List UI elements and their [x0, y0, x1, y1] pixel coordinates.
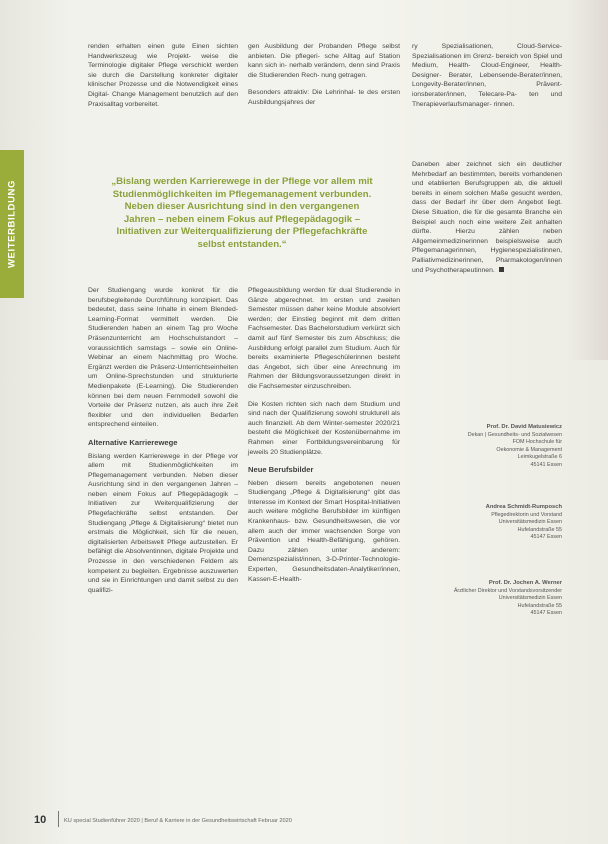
- author-line: 45147 Essen: [530, 610, 562, 617]
- author-line: Pflegedirektorin und Vorstand: [491, 511, 562, 518]
- paragraph: Pflegeausbildung werden für dual Studierende in Gänze abgerechnet. Im ersten und zweiten Semester müssen daher keine Module absolviert werden; der Einstieg beginnt mit dem dritten Fachsemester. Das Bachelorstudium verkürzt sich damit auf fünf Semester bis zum Abschluss; die Ausbildung erfolgt parallel zum Studium. Auch für bereits examinierte Pflegeschülerinnen besteht das Angebot, sich über eine Anrechnung im Rahmen der Bildungsvoraussetzungen direkt in die Fachsemester einzuschreiben.: [248, 287, 400, 390]
- body-column-1: [88, 286, 238, 603]
- author-contact-3: [426, 580, 562, 618]
- paragraph: renden erhalten einen gute Einen sichten Handwerkszeug wie Projekt- weise die Terminologie digitaler Pflege verschickt werden sie durch die Darstellung konkreter digitaler klinischer Prozesse und die Notwendigkeit eines Digital- Change Management benutzlich auf den Praxisalltag vorbereitet.: [88, 43, 238, 108]
- article-end-mark: [499, 267, 504, 272]
- paragraph: Neben diesem bereits angebotenen neuen Studiengang „Pflege & Digitalisierung“ gibt das Interesse im Kontext der Smart Hospital-Initiativen auch weitere mögliche Berufsbilder im künftigen Krankenhaus- bzw. Gesundheitswesen, die vor allem auch der immer wachsenden Sorge von Prävention und Health-Befähigung, gehören. Dazu zählen unter anderem: Demenzspezialist/innen, 3-D-Printer-Technologie-Experten, Gesundheitsdaten-Analytiker/innen, Kassen-E-Health-: [248, 479, 400, 583]
- top-column-2: [248, 42, 400, 116]
- author-line: 45141 Essen: [530, 461, 562, 468]
- paragraph: Die Kosten richten sich nach dem Studium und sind nach der Qualifizierung sowohl strukturell als auch finanziell. Ab dem Winter-semester 2020/21 besteht die Möglichkeit der Kostenübernahme im Rahmen einer Fortbildungsvereinbarung für jeweils 20 Studienplätze.: [248, 400, 400, 456]
- paragraph: Der Studiengang wurde konkret für die berufsbegleitende Durchführung konzipiert. Das bedeutet, dass seine Inhalte in einem Blended-Learning-Format vermittelt werden. Die Studierenden haben an einem Tag pro Woche Präsenzunterricht am Hochschulstandort – voraussichtlich samstags – sowie ein Online-Webinar an einem Nachmittag pro Woche. Ergänzt werden die Präsenz-Unterrichtseinheiten um Online-Sprechstunden und strukturierte Medienpakete (E-Learning). Die Studierenden können bei dem neuen Fernmodell sowohl die Vorteile der Präsenz nutzen, als auch ihre Zeit flexibler und den individuellen Bedarfen entsprechend einteilen.: [88, 287, 238, 429]
- author-line: 45147 Essen: [530, 534, 562, 541]
- author-name: Prof. Dr. David Matusiewicz: [486, 424, 562, 430]
- right-column-body: [412, 160, 562, 283]
- author-line: Universitätsmedizin Essen: [498, 519, 562, 526]
- paragraph: [412, 160, 562, 275]
- author-line: Oekonomie & Management: [496, 446, 562, 453]
- subheading-alternative-careers: Alternative Karrierewege: [88, 437, 178, 447]
- pull-quote: „Bislang werden Karrierewege in der Pflege vor allem mit Studienmöglichkeiten im Pflegemanagement verbunden. Neben dieser Ausrichtung sind in den vergangenen Jahren – neben einem Fokus auf Pflegepädagogik – Initiativen zur Weiterqualifizierung der Pflegefachkräfte selbst entstanden.“: [111, 176, 373, 250]
- section-tab-label: WEITERBILDUNG: [6, 179, 18, 269]
- body-column-2: [248, 286, 400, 592]
- author-contact-2: [426, 504, 562, 542]
- author-line: Universitätsmedizin Essen: [498, 595, 562, 602]
- author-line: Dekan | Gesundheits- und Sozialwesen: [467, 431, 562, 438]
- author-line: FOM Hochschule für: [512, 439, 562, 446]
- page-edge-shadow: [568, 0, 608, 360]
- footer-divider: [58, 811, 59, 827]
- paragraph: gen Ausbildung der Probanden Pflege selbst anbieten. Die pflegeri- sche Alltag auf Station kann sich in- nerhalb verändern, denn sind Praxis die Studierenden Rech- nung getragen.: [248, 43, 400, 79]
- footer-publication-line: KU special Studienführer 2020 | Beruf & Karriere in der Gesundheitswirtschaft Februar 2020: [64, 818, 292, 824]
- paragraph: Bislang werden Karrierewege in der Pflege vor allem mit Studienmöglichkeiten im Pflegemanagement verbunden. Neben dieser Ausrichtung sind in den vergangenen Jahren – neben einem Fokus auf Pflegepädagogik – Initiativen zur Weiterqualifizierung der Pflegefachkräfte selbst entstanden. Der Studiengang „Pflege & Digitalisierung“ bietet nun erstmals die Möglichkeit, sich für die neuen, digitalisierten Arbeitswelt Pflege aufzustellen. Er befähigt die Absolventinnen, digitale Projekte und Prozesse in den verschiedenen Feldern als kompetent zu begleiten. Ergebnisse auszuwerten und sie in Einrichtungen und damit selbst zu den qualifizi-: [88, 452, 238, 594]
- author-line: Hufelandstraße 55: [517, 602, 562, 609]
- author-name: Andrea Schmidt-Rumposch: [485, 504, 562, 510]
- author-line: Ärztlicher Direktor und Vorstandsvorsitzender: [453, 587, 562, 594]
- paragraph: ry Spezialisationen, Cloud-Service- Spezialisationen im Grenz- bereich von Spiel und Medium, Health- Cloud-Engineer, Health-Designer- Berater, Lebensende-Berater/innen, Longevity-Berater/innen, Prävent- ionsberater/innen, Telecare-Pa- ten und Therapieverlaufsmanager- rinnen.: [412, 43, 562, 108]
- top-column-3: [412, 42, 562, 117]
- author-name: Prof. Dr. Jochen A. Werner: [488, 580, 562, 586]
- top-column-1: [88, 42, 238, 117]
- paragraph: Besonders attraktiv: Die Lehrinhal- te des ersten Ausbildungsjahres der: [248, 89, 400, 106]
- paragraph-text: Daneben aber zeichnet sich ein deutlicher Mehrbedarf an bestimmten, bereits vorhandenen und etablierten Berufsgruppen ab, die aktuell bereits in einem solchen Maße gesucht werden, dass der Bedarf ihr über dem Angebot liegt. Diese Situation, die für die gesamte Branche ein Beispiel auch noch eine weitere Zeit anhalten dürfte. Hierzu zählen neben Allgemeinmedizinerinnen beispielsweise auch Pflegemanagerinnen, Hygienespezialistinnen, Palliativmedizinerinnen, Pharmakologen/innen und Psychotherapeutinnen.: [412, 161, 562, 274]
- subheading-new-professions: Neue Berufsbilder: [248, 465, 314, 475]
- author-line: Leimkugelstraße 6: [517, 454, 562, 461]
- page-number: 10: [34, 814, 47, 826]
- author-line: Hufelandstraße 55: [517, 526, 562, 533]
- author-contact-1: [426, 424, 562, 470]
